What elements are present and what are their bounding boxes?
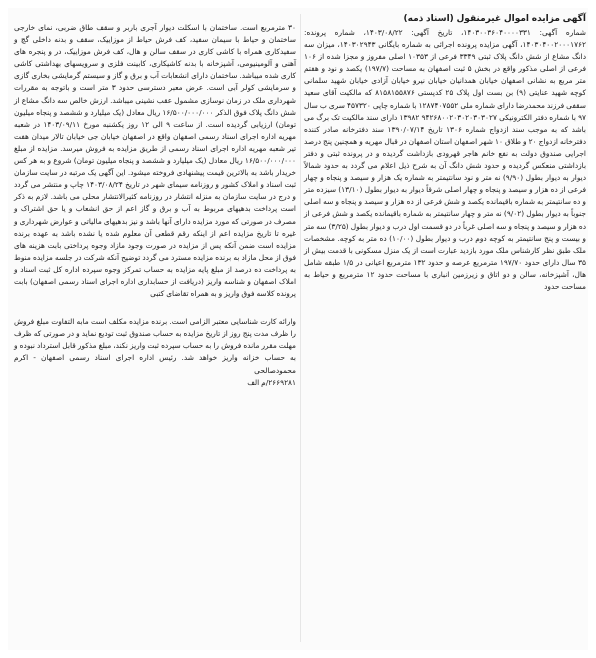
notice-body-left-closing: وارائه کارت شناسایی معتبر الزامی است. برنده مزایده مکلف است مابه التفاوت مبلغ فروش را ظرف مدت پنج روز از تاریخ مزایده به حساب صندوق ثبت تودیع نماید و در صورتی که ظرف مهلت مقرر مانده فروش را به حساب سپرده ثبت واریز نکند، مبلغ مذکور قابل استرداد نبوده و به حساب خزانه واریز خواهد شد. رئیس اداره اجرای اسناد رسمی اصفهان - اکرم محمودصالحی	[14, 317, 296, 375]
notice-body-left: ۳۰ مترمربع است. ساختمان با اسکلت دیوار آجری باربر و سقف طاق ضربی، نمای خارجی ساختمان و حیاط با سیمان سفید، کف فرش حیاط از موزاییک، سقف و بدنه داخلی گچ و سفیدکاری همراه با کاشی کاری در سقف سالن و هال، کف فرش موزاییک، در و پنجره های آهنی و آلومینیومی، آشپزخانه با بدنه کاشیکاری، کابینت فلزی و سرویسهای بهداشتی کاشی کاری شده میباشد. ساختمان دارای انشعابات آب و برق و گاز و سیستم گرمایشی بخاری گازی و سرمایشی کولر آبی است. عرض معبر دسترسی حدود ۳ متر است و باتوجه به مقررات شهرداری ملک در زمان نوسازی مشمول عقب نشینی میباشد. ارزش خالص سه دانگ مشاع از شش دانگ پلاک فوق الذکر ۱۶/۵۰۰/۰۰۰/۰۰۰ ریال معادل (یک میلیارد و ششصد و پنجاه میلیون تومان) ارزیابی گردیده است. از ساعت ۹ الی ۱۲ روز یکشنبه مورخ ۱۴۰۳/۰۹/۱۱ در شعبه مهریه اداره اجرای اسناد رسمی اصفهان واقع در اصفهان خیابان جی خیابان تالار میدان هفت تیر شعبه مهریه اداره اجرای اسناد رسمی از طریق مزایده به فروش میرسد. مزایده از مبلغ ۱۶/۵۰۰/۰۰۰/۰۰۰ ریال معادل (یک میلیارد و ششصد و پنجاه میلیون تومان) شروع و به هر کس خریدار باشد به بالاترین قیمت پیشنهادی فروخته میشود. این آگهی یک مرتبه در سایت سازمان ثبت اسناد و املاک کشور و روزنامه سیمای شهر در تاریخ ۱۴۰۳/۰۸/۲۴ چاپ و منتشر می گردد و درج در سایت سازمان به منزله انتشار در روزنامه کثیرالانتشار محلی می باشد. لازم به ذکر است پرداخت بدهیهای مربوط به آب و برق و گاز اعم از حق انشعاب و یا حق اشتراک و مصرف در صورتی که مورد مزایده دارای آنها باشد و نیز بدهیهای مالیاتی و عوارض شهرداری و غیره تا تاریخ مزایده اعم از اینکه رقم قطعی آن معلوم شده یا نشده باشد به عهده برنده مزایده است ضمن آنکه پس از مزایده در صورت وجود مازاد وجوه پرداختی بابت هزینه های فوق از محل مازاد به برنده مزایده مسترد می گردد توضیح آنکه شرکت در جلسه مزایده منوط به پرداخت ده درصد از مبلغ پایه مزایده به حساب تمرکز وجوه سپرده اداره کل ثبت اسناد و املاک اصفهان و شناسه واریز (دریافت از حسابداری اداره اجرای اسناد رسمی اصفهان) بابت پرونده کلاسه فوق واریز و به همراه تقاضای کتبی	[14, 23, 297, 299]
notice-right-column	[304, 12, 586, 293]
notice-reference-code: ۲۶۶۹۲۸۱/م الف	[247, 377, 296, 387]
notice-body-right: شماره آگهی: ۱۴۰۳۰۰۳۶۰۴۰۰۰۰۳۳۱، تاریخ آگهی: ۱۴۰۳/۰۸/۲۲، شماره پرونده: ۱۴۰۳۰۴۰۰۲۰۰۰۱۷۶۲، آگهی مزایده پرونده اجرائی به شماره بایگانی ۱۴۰۳۰۲۹۴۳، میزان سه دانگ مشاع از شش دانگ پلاک ثبتی ۳۳۴۹ فرعی از ۱۰۳۵۳ اصلی مفروز و مجزا شده از ۱۰۶ فرعی از اصلی مذکور واقع در بخش ۵ ثبت اصفهان به مساحت (۱۹۷/۷) یکصد و نود و هفتم متر مربع به نشانی اصفهان خیابان همدانیان خیابان نیرو خیابان آزادی خیابان شهید سلمانی کوچه شهید عنایتی (۹) بن بست اول پلاک ۲۵ کدپستی ۸۱۵۸۱۵۵۸۷۶ که مالکیت آقای سعید سقفی فرزند محمدرضا دارای شماره ملی ۱۲۸۷۴۰۷۵۵۲ با شماره چاپی ۴۵۷۳۲۰ سری ب سال ۹۷ با شماره دفتر الکترونیکی ۹۴۲۶۸۰۰۲۰۳۰۲۰۳۰۳۰۲۷ ۱۳۹۸۲ دارای سند مالکیت تک برگ می باشد که به موجب سند ازدواج شماره ۱۳۰۶ تاریخ ۱۳۹۰/۰۷/۱۴ سند دفترخانه صادر کننده دفترخانه ازدواج ۲۰ و طلاق ۱۰ شهر اصفهان استان اصفهان در قبال مهریه و همچنین پنج درصد اجرایی صندوق دولت به نفع خانم هاجر قهرودی بازداشت گردیده و در پرونده ثبتی و دفتر بازداشتی منعکس گردیده و حدود شش دانگ آن به شرح ذیل اعلام می گردد به حدود شمالاً دیوار به دیوار بطول (۹/۹۰) نه متر و نود سانتیمتر به شماره یک هزار و سیصد و پنجاه و چهار فرعی از ده هزار و سیصد و پنجاه و چهار اصلی شرقاً دیوار به دیوار بطول (۱۳/۱۰) سیزده متر و ده سانتیمتر به شماره باقیمانده یکصد و شش فرعی از ده هزار و سیصد و پنجاه و سه اصلی جنوباً به دیوار بطول (۹/۰۲) نه متر و چهار سانتیمتر به شماره باقیمانده یکصد و شش فرعی از ده هزار و سیصد و پنجاه و سه اصلی غرباً در دو قسمت اول درب و دیوار بطول (۳/۲۵) سه متر و بیست و پنج سانتیمتر به کوچه دوم درب و دیوار بطول (۱۰/۰۰) ده متر به کوچه. مشخصات ملک طبق نظر کارشناس ملک مورد بازدید عبارت است از یک منزل مسکونی با قدمت بیش از ۳۵ سال دارای حدود ۱۹۷/۷۰ مترمربع عرصه و حدود ۱۳۲ مترمربع اعیانی در ۱/۵ طبقه شامل هال، آشپزخانه، سالن و دو اتاق و زیرزمین انباری با مساحت حدود ۱۲ مترمربع و حیاط به مساحت حدود	[304, 28, 587, 291]
paragraph-gap	[14, 300, 296, 316]
auction-notice	[8, 8, 588, 650]
notice-title: آگهی مزایده اموال غیرمنقول (اسناد ذمه)	[403, 14, 586, 24]
notice-left-column	[14, 22, 296, 389]
column-divider	[300, 14, 301, 642]
